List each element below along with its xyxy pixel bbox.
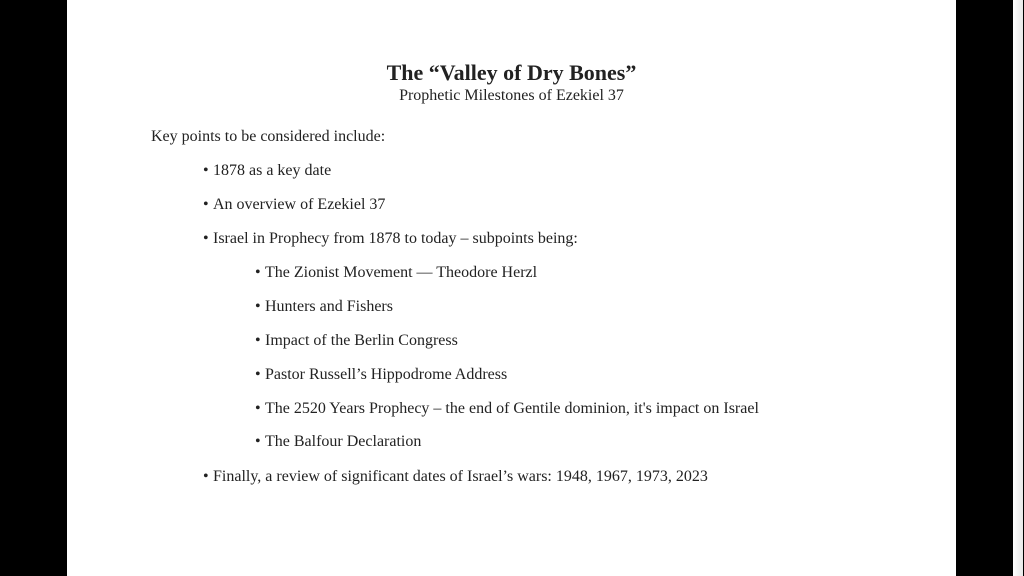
list-item: [203, 160, 331, 182]
sub-list-item: [255, 364, 507, 386]
document-page: [67, 0, 956, 576]
sub-list-item-text: The 2520 Years Prophecy – the end of Gentile dominion, it's impact on Israel: [265, 400, 759, 417]
sub-list-item: [255, 262, 537, 284]
bullet-icon: •: [255, 332, 261, 349]
bullet-icon: •: [203, 162, 209, 179]
bullet-icon: •: [203, 230, 209, 247]
list-item-text: 1878 as a key date: [213, 162, 332, 179]
bullet-icon: •: [255, 400, 261, 417]
list-item-text: Israel in Prophecy from 1878 to today – subpoints being:: [213, 230, 578, 247]
page-edge-shadow: [1013, 0, 1023, 576]
bullet-icon: •: [255, 298, 261, 315]
list-item-text: Finally, a review of significant dates of Israel’s wars: 1948, 1967, 1973, 2023: [213, 468, 708, 485]
list-item: [203, 466, 708, 488]
sub-list-item: [255, 398, 759, 420]
bullet-icon: •: [255, 366, 261, 383]
document-subtitle: Prophetic Milestones of Ezekiel 37: [399, 87, 624, 104]
list-item-text: An overview of Ezekiel 37: [213, 196, 386, 213]
bullet-icon: •: [255, 433, 261, 450]
document-title: The “Valley of Dry Bones”: [386, 60, 637, 85]
bullet-icon: •: [255, 264, 261, 281]
sub-list-item-text: Impact of the Berlin Congress: [265, 332, 458, 349]
sub-list-item: [255, 296, 393, 318]
bullet-icon: •: [203, 468, 209, 485]
sub-list-item: [255, 431, 421, 453]
bullet-icon: •: [203, 196, 209, 213]
list-item: [203, 194, 385, 216]
sub-list-item-text: The Balfour Declaration: [265, 433, 422, 450]
sub-list-item: [255, 330, 458, 352]
sub-list-item-text: The Zionist Movement — Theodore Herzl: [265, 264, 538, 281]
sub-list-item-text: Pastor Russell’s Hippodrome Address: [265, 366, 508, 383]
sub-list-item-text: Hunters and Fishers: [265, 298, 393, 315]
intro-text: Key points to be considered include:: [151, 128, 386, 145]
list-item: [203, 228, 578, 250]
